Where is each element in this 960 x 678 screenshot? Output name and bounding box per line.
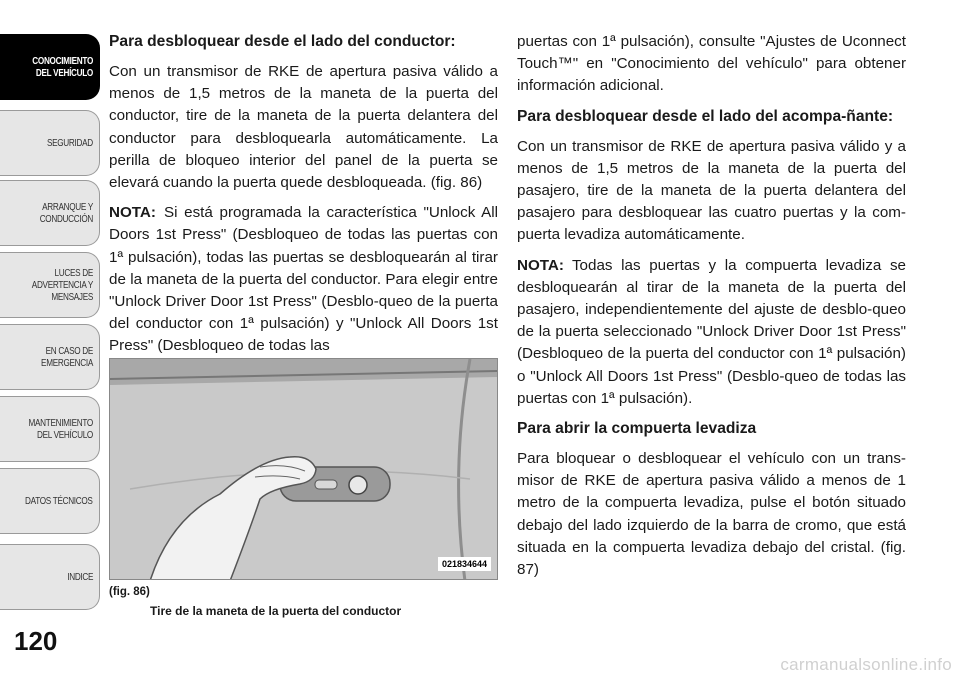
paragraph-driver-unlock: Con un transmisor de RKE de apertura pasiva válido a menos de 1,5 metros de la maneta de la puerta del conductor, tire de la maneta de la puerta delantera del conductor para desbloquearla automáticamente. La perilla de bloqueo interior del panel de la puerta se elevará cuando la puerta quede desbloqueada. (fig. 86) [109,63,498,192]
tab-arranque-y-conduccion[interactable] [0,180,100,246]
nota-block-left [109,202,498,357]
door-handle-illustration [110,359,498,580]
page-number: 120 [14,626,58,656]
right-column [517,31,906,589]
tab-en-caso-de-emergencia[interactable] [0,324,100,390]
figure-code: 021834644 [438,557,491,571]
nota-label: NOTA: [109,204,156,222]
figure-caption: Tire de la maneta de la puerta del conductor [150,604,402,618]
chapter-sidebar [0,0,104,678]
nota-text: Todas las puertas y la compuerta levadiza se desbloquearán al tirar de la maneta de la puerta del pasajero, independientemente del ajuste de desblo-queo de la puerta seleccionado "Unlock Driver Door 1st Press" (Desbloqueo de la puerta del conductor con 1ª pulsación) o "Unlock All Doors 1st Press" (Desblo-queo de todas las puertas con 1ª pulsación). [517,256,906,407]
tab-label: ARRANQUE Y CONDUCCIÓN [39,201,93,225]
tab-label: CONOCIMIENTO DEL VEHÍCULO [32,55,93,79]
paragraph-passenger-unlock: Con un transmisor de RKE de apertura pasiva válido y a menos de 1,5 metros de la maneta de la puerta del pasajero, tire de la maneta de la puerta delantera del pasajero para desbloquear las cuatro puertas y la com-puerta levadiza automáticamente. [517,137,906,244]
tab-datos-tecnicos[interactable] [0,468,100,534]
tab-label: LUCES DE ADVERTENCIA Y MENSAJES [31,267,93,303]
figure-label: (fig. 86) [109,586,150,598]
door-handle-figure [109,358,498,580]
heading-driver-side: Para desbloquear desde el lado del conductor: [109,33,456,50]
nota-label: NOTA: [517,256,564,274]
heading-liftgate: Para abrir la compuerta levadiza [517,420,757,438]
tab-conocimiento-del-vehiculo[interactable] [0,34,100,100]
tab-label: DATOS TÉCNICOS [25,495,93,507]
nota-text: Si está programada la característica "Unlock All Doors 1st Press" (Desbloqueo de todas las puertas con 1ª pulsación), todas las puertas se desbloquearán al tirar de la maneta de la puerta del conductor. Para elegir entre "Unlock Driver Door 1st Press" (Desblo-queo de la puerta del conductor con 1ª pulsación) y "Unlock All Doors 1st Press" (Desbloqueo de todas las [109,204,498,355]
paragraph-continuation: puertas con 1ª pulsación), consulte "Ajustes de Uconnect Touch™" en "Conocimiento del vehículo" para obtener información adicional. [517,33,906,95]
left-column [109,31,498,366]
tab-label: MANTENIMIENTO DEL VEHÍCULO [28,417,93,441]
tab-label: INDICE [67,571,93,583]
tab-luces-de-advertencia[interactable] [0,252,100,318]
paragraph-liftgate: Para bloquear o desbloquear el vehículo con un trans-misor de RKE de apertura pasiva válido a menos de 1 metro de la compuerta levadiza, pulse el botón situado debajo del lado izquierdo de la barra de cromo, que está situada en la compuerta levadiza debajo del cristal. (fig. 87) [517,450,906,579]
watermark: carmanualsonline.info [780,655,952,674]
tab-label: SEGURIDAD [47,137,93,149]
tab-seguridad[interactable] [0,110,100,176]
tab-mantenimiento-del-vehiculo[interactable] [0,396,100,462]
tab-indice[interactable] [0,544,100,610]
nota-block-right [517,255,906,410]
tab-label: EN CASO DE EMERGENCIA [41,345,93,369]
heading-passenger-side: Para desbloquear desde el lado del acompa-ñante: [517,107,894,125]
